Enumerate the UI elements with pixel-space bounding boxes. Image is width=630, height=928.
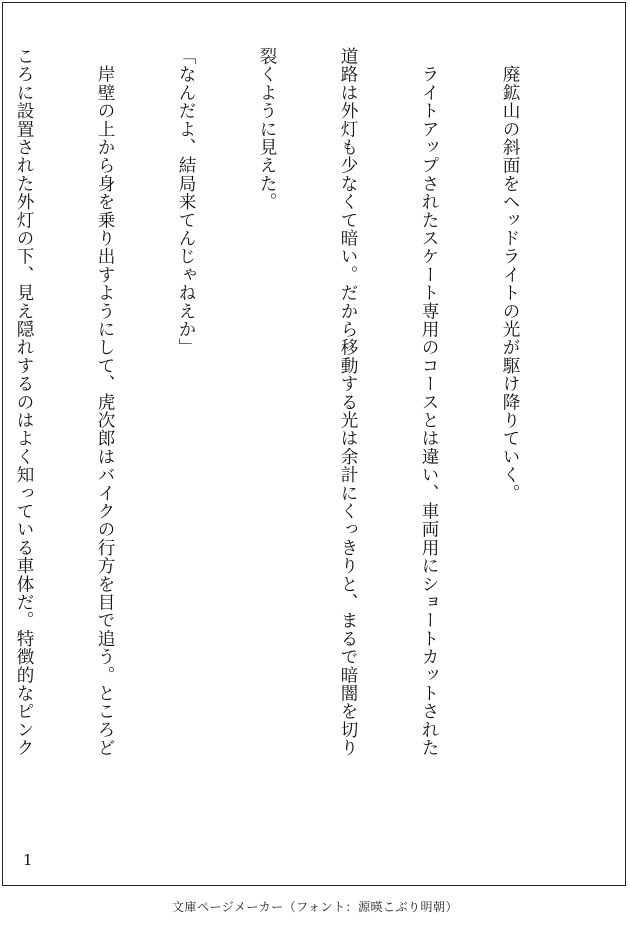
text-line: ライトアップされたスケート専用のコースとは違い、車両用にショートカットされた: [419, 47, 439, 757]
text-line: ころに設置された外灯の下、見え隠れするのはよく知っている車体だ。特徴的なピンク: [14, 47, 34, 757]
vertical-text-body: [0, 47, 577, 837]
text-line: 岸壁の上から身を乗り出すようにして、虎次郎はバイクの行方を目で追う。ところど: [95, 47, 115, 757]
text-line: 道路は外灯も少なくて暗い。だから移動する光は余計にくっきりと、まるで暗闇を切り: [338, 47, 358, 757]
footer-credit: 文庫ページメーカー（フォント：源暎こぶり明朝）: [171, 900, 459, 914]
page-number: 1: [23, 851, 33, 869]
text-line: 廃鉱山の斜面をヘッドライトの光が駆け降りていく。: [500, 47, 520, 502]
page-frame: [2, 2, 626, 886]
text-line: 「なんだよ、結局来てんじゃねえか」: [176, 47, 196, 357]
text-line: 裂くように見えた。: [257, 47, 277, 211]
